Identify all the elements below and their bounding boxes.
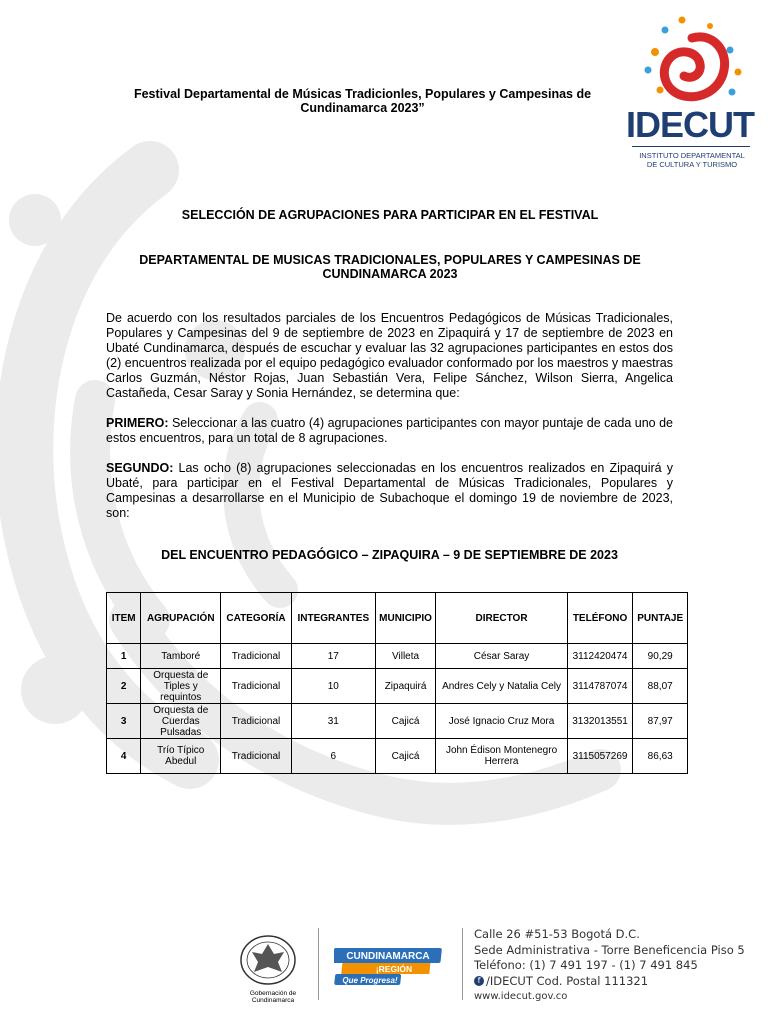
cell-telefono: 3112420474 bbox=[567, 644, 633, 669]
cell-director: César Saray bbox=[436, 644, 567, 669]
cell-municipio: Cajicá bbox=[375, 739, 436, 774]
primero-text: Seleccionar a las cuatro (4) agrupaciones participantes con mayor puntaje de cada uno de estos encuentros, para un total de 8 agrupaciones. bbox=[106, 416, 673, 445]
badge-bottom-text: Que Progresa! bbox=[342, 976, 398, 985]
cell-integrantes: 6 bbox=[291, 739, 375, 774]
segundo-label: SEGUNDO: bbox=[106, 461, 174, 475]
department-heading-line1: DEPARTAMENTAL DE MUSICAS TRADICIONALES, POPULARES Y CAMPESINAS DE bbox=[139, 253, 641, 267]
intro-paragraph: De acuerdo con los resultados parciales de los Encuentros Pedagógicos de Músicas Tradicionales, Populares y Campesinas del 9 de septiembre de 2023 en Zipaquirá y 17 de septiembre de 2023 en Ubaté Cundinamarca, después de escuchar y evaluar las 32 agrupaciones participantes en estos dos (2) encuentros realizada por el equipo pedagógico evaluador conformado por los maestros y maestras Carlos Guzmán, Néstor Rojas, Juan Sebastián Vera, Felipe Sánchez, Wilson Sierra, Angelica Castañeda, Cesar Saray y Sonia Hernández, se determina que: bbox=[106, 311, 673, 400]
badge-mid-text: ¡REGIÓN bbox=[375, 964, 413, 974]
selection-heading: SELECCIÓN DE AGRUPACIONES PARA PARTICIPAR EN EL FESTIVAL bbox=[181, 208, 599, 222]
social-postal-text: /IDECUT Cod. Postal 111321 bbox=[486, 973, 649, 988]
logo-subtitle bbox=[628, 151, 756, 169]
cell-director: Andres Cely y Natalia Cely bbox=[436, 669, 567, 704]
cell-telefono: 3115057269 bbox=[567, 739, 633, 774]
cell-item: 4 bbox=[107, 739, 141, 774]
cell-categoria: Tradicional bbox=[221, 704, 292, 739]
logo-subtitle-line1: INSTITUTO DEPARTAMENTAL bbox=[639, 151, 745, 160]
cell-puntaje: 86,63 bbox=[633, 739, 688, 774]
department-heading-line2: CUNDINAMARCA 2023 bbox=[322, 267, 458, 281]
footer-address bbox=[474, 927, 745, 1005]
website-link[interactable]: www.idecut.gov.co bbox=[474, 991, 568, 1002]
cell-puntaje: 90,29 bbox=[633, 644, 688, 669]
footer-divider-2 bbox=[462, 928, 463, 1000]
cell-categoria: Tradicional bbox=[221, 669, 292, 704]
header-categoria: CATEGORÍA bbox=[221, 593, 292, 644]
table-row bbox=[107, 669, 688, 704]
cell-agrupacion: Trío Típico Abedul bbox=[141, 739, 221, 774]
festival-title-line2: Cundinamarca 2023” bbox=[300, 101, 425, 115]
cell-agrupacion: Orquesta de Cuerdas Pulsadas bbox=[141, 704, 221, 739]
header-integrantes: INTEGRANTES bbox=[291, 593, 375, 644]
festival-title-line1: Festival Departamental de Músicas Tradicionles, Populares y Campesinas de bbox=[133, 87, 592, 101]
facebook-icon: f bbox=[474, 976, 484, 986]
phone-line: Teléfono: (1) 7 491 197 - (1) 7 491 845 bbox=[474, 958, 698, 972]
social-postal-line bbox=[474, 974, 745, 990]
cell-integrantes: 10 bbox=[291, 669, 375, 704]
header-director: DIRECTOR bbox=[436, 593, 567, 644]
badge-main-text: CUNDINAMARCA bbox=[346, 951, 430, 962]
header-telefono: TELÉFONO bbox=[567, 593, 633, 644]
cell-item: 1 bbox=[107, 644, 141, 669]
cell-telefono: 3114787074 bbox=[567, 669, 633, 704]
table-row bbox=[107, 704, 688, 739]
cell-director: John Édison Montenegro Herrera bbox=[436, 739, 567, 774]
cell-puntaje: 88,07 bbox=[633, 669, 688, 704]
logo-divider bbox=[632, 146, 750, 147]
festival-title bbox=[110, 87, 615, 115]
primero-paragraph bbox=[106, 416, 673, 446]
cell-municipio: Cajicá bbox=[375, 704, 436, 739]
header-agrupacion: AGRUPACIÓN bbox=[141, 593, 221, 644]
cell-agrupacion: Orquesta de Tiples y requintos bbox=[141, 669, 221, 704]
cell-director: José Ignacio Cruz Mora bbox=[436, 704, 567, 739]
table-header-row bbox=[107, 593, 688, 644]
table-row bbox=[107, 644, 688, 669]
logo-subtitle-line2: DE CULTURA Y TURISMO bbox=[646, 160, 738, 169]
segundo-text: Las ocho (8) agrupaciones seleccionadas en los encuentros realizados en Zipaquirá y Ubaté, para participar en el Festival Departamental de Músicas Tradicionales, Populares y Campesinas a desarrollarse en el Municipio de Subachoque el domingo 19 de noviembre de 2023, son: bbox=[106, 461, 673, 520]
cell-integrantes: 31 bbox=[291, 704, 375, 739]
cell-item: 2 bbox=[107, 669, 141, 704]
gobernacion-seal-icon bbox=[238, 934, 298, 986]
cell-integrantes: 17 bbox=[291, 644, 375, 669]
cell-telefono: 3132013551 bbox=[567, 704, 633, 739]
cell-categoria: Tradicional bbox=[221, 644, 292, 669]
cundinamarca-badge bbox=[334, 948, 442, 986]
header-puntaje: PUNTAJE bbox=[633, 593, 688, 644]
table-row bbox=[107, 739, 688, 774]
results-table bbox=[106, 592, 688, 774]
address-line: Calle 26 #51-53 Bogotá D.C. bbox=[474, 927, 640, 941]
header-municipio: MUNICIPIO bbox=[375, 593, 436, 644]
cell-municipio: Zipaquirá bbox=[375, 669, 436, 704]
cell-municipio: Villeta bbox=[375, 644, 436, 669]
admin-line: Sede Administrativa - Torre Beneficencia Piso 5 bbox=[474, 942, 745, 957]
cell-agrupacion: Tamboré bbox=[141, 644, 221, 669]
cell-item: 3 bbox=[107, 704, 141, 739]
encounter-heading: DEL ENCUENTRO PEDAGÓGICO – ZIPAQUIRA – 9 DE SEPTIEMBRE DE 2023 bbox=[161, 548, 618, 562]
department-heading bbox=[100, 253, 680, 281]
cell-categoria: Tradicional bbox=[221, 739, 292, 774]
header-item: ITEM bbox=[107, 593, 141, 644]
footer-divider bbox=[318, 928, 319, 1000]
cell-puntaje: 87,97 bbox=[633, 704, 688, 739]
seal-caption: Gobernación de Cundinamarca bbox=[249, 990, 297, 1004]
segundo-paragraph bbox=[106, 461, 673, 521]
primero-label: PRIMERO: bbox=[106, 416, 169, 430]
idecut-logo-wordmark: IDECUT bbox=[626, 104, 754, 145]
